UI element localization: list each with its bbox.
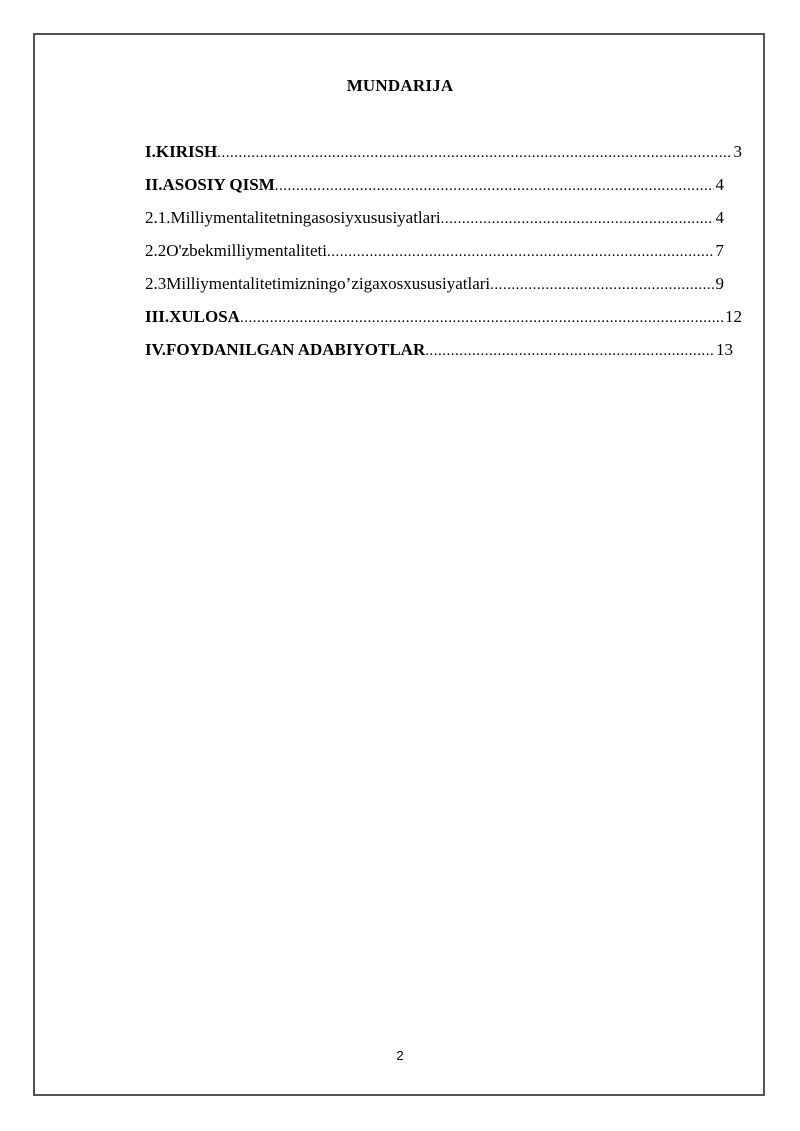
toc-entry-label: III.XULOSA: [145, 307, 240, 326]
toc-entry-2-1[interactable]: [145, 206, 724, 239]
toc-entry-asosiy-qism[interactable]: [145, 173, 724, 206]
toc-entry-label: 2.3Milliymentalitetimizningo’zigaxosxususiyatlari: [145, 274, 491, 293]
toc-entry-2-3[interactable]: [145, 272, 724, 305]
dot-leader: [217, 141, 731, 165]
toc-entry-kirish[interactable]: [145, 140, 742, 173]
toc-entry-label: IV.FOYDANILGAN ADABIYOTLAR: [145, 340, 426, 359]
toc-entry-page: 3: [733, 142, 742, 161]
dot-leader: [240, 306, 723, 330]
toc-entry-foydalanilgan-adabiyotlar[interactable]: [145, 338, 733, 371]
toc-entry-page: 4: [715, 175, 724, 194]
toc-entry-page: 12: [725, 307, 742, 326]
toc-entry-label: I.KIRISH: [145, 142, 218, 161]
toc-entry-label: II.ASOSIY QISM: [145, 175, 275, 194]
dot-leader: [275, 174, 714, 198]
toc-entry-page: 7: [715, 241, 724, 260]
page-number: 2: [396, 1048, 404, 1063]
dot-leader: [327, 240, 714, 264]
toc-entry-page: 9: [715, 274, 724, 293]
toc-entry-label: 2.1.Milliymentalitetningasosiyxususiyatlari: [145, 208, 441, 227]
toc-entry-label: 2.2O'zbekmilliymentaliteti: [145, 241, 327, 260]
dot-leader: [441, 207, 714, 231]
toc-entry-page: 13: [716, 340, 733, 359]
toc-entry-xulosa[interactable]: [145, 305, 742, 338]
dot-leader: [490, 273, 713, 297]
dot-leader: [425, 339, 714, 363]
table-of-contents: [145, 140, 742, 371]
page-title: MUNDARIJA: [346, 76, 454, 95]
toc-entry-page: 4: [715, 208, 724, 227]
toc-entry-2-2[interactable]: [145, 239, 724, 272]
